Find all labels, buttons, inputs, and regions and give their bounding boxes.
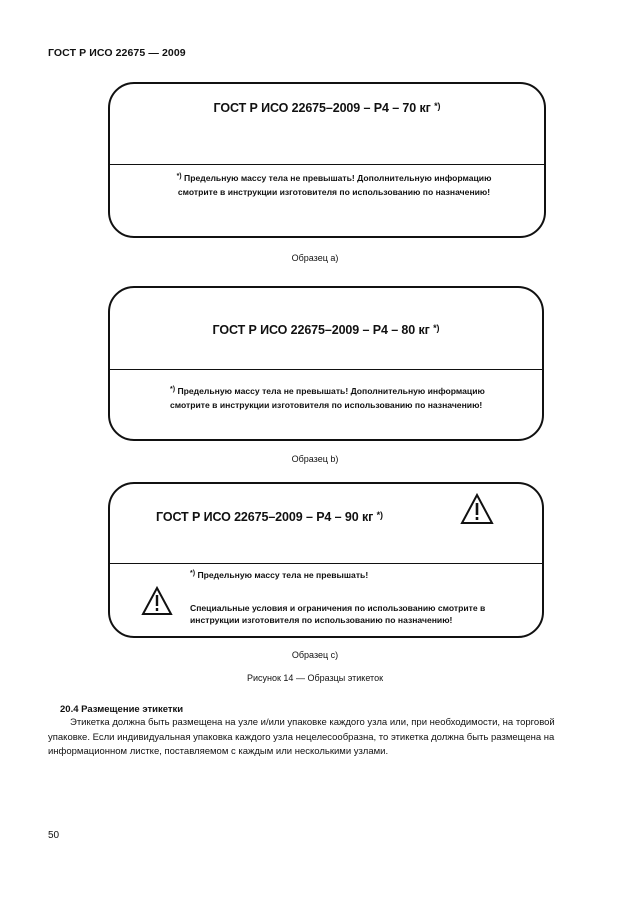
sample-caption-c: Образец c) xyxy=(291,650,339,660)
page-number: 50 xyxy=(48,830,60,841)
label-divider xyxy=(110,563,542,564)
label-note: *) Предельную массу тела не превышать! xyxy=(190,570,369,580)
label-title: ГОСТ Р ИСО 22675–2009 – Р4 – 90 кг *) xyxy=(156,510,383,524)
label-divider xyxy=(110,369,542,370)
figure-caption: Рисунок 14 — Образцы этикеток xyxy=(246,673,384,683)
label-note: *) Предельную массу тела не превышать! Дополнительную информацию смотрите в инструкции изготовителя по использованию по назначению! xyxy=(170,386,485,410)
section-heading: 20.4 Размещение этикетки xyxy=(60,704,184,715)
label-note: *) Предельную массу тела не превышать! Дополнительную информацию смотрите в инструкции изготовителя по использованию по назначению! xyxy=(176,173,492,197)
label-sample-b xyxy=(108,286,544,441)
section-paragraph xyxy=(48,716,588,760)
label-sample-c xyxy=(108,482,544,638)
sample-caption-b: Образец b) xyxy=(291,454,339,464)
label-note-secondary: Специальные условия и ограничения по использованию смотрите в инструкции изготовителя по использованию по назначению! xyxy=(190,603,486,625)
sample-caption-a: Образец a) xyxy=(291,253,339,263)
warning-triangle-icon xyxy=(460,493,494,525)
label-title: ГОСТ Р ИСО 22675–2009 – Р4 – 80 кг *) xyxy=(212,323,440,337)
paragraph-text: Этикетка должна быть размещена на узле и/или упаковке каждого узла или, при необходимости, на торговой упаковке. Если индивидуальная упаковка каждого узла нецелесообразна, то этикетка должна быть размещена на информационном листке, поставляемом с каждым или несколькими узлами. xyxy=(48,717,555,757)
document-header: ГОСТ Р ИСО 22675 — 2009 xyxy=(48,47,186,59)
label-title: ГОСТ Р ИСО 22675–2009 – Р4 – 70 кг *) xyxy=(213,101,441,115)
warning-triangle-icon xyxy=(141,586,173,616)
label-divider xyxy=(110,164,544,165)
label-sample-a xyxy=(108,82,546,238)
